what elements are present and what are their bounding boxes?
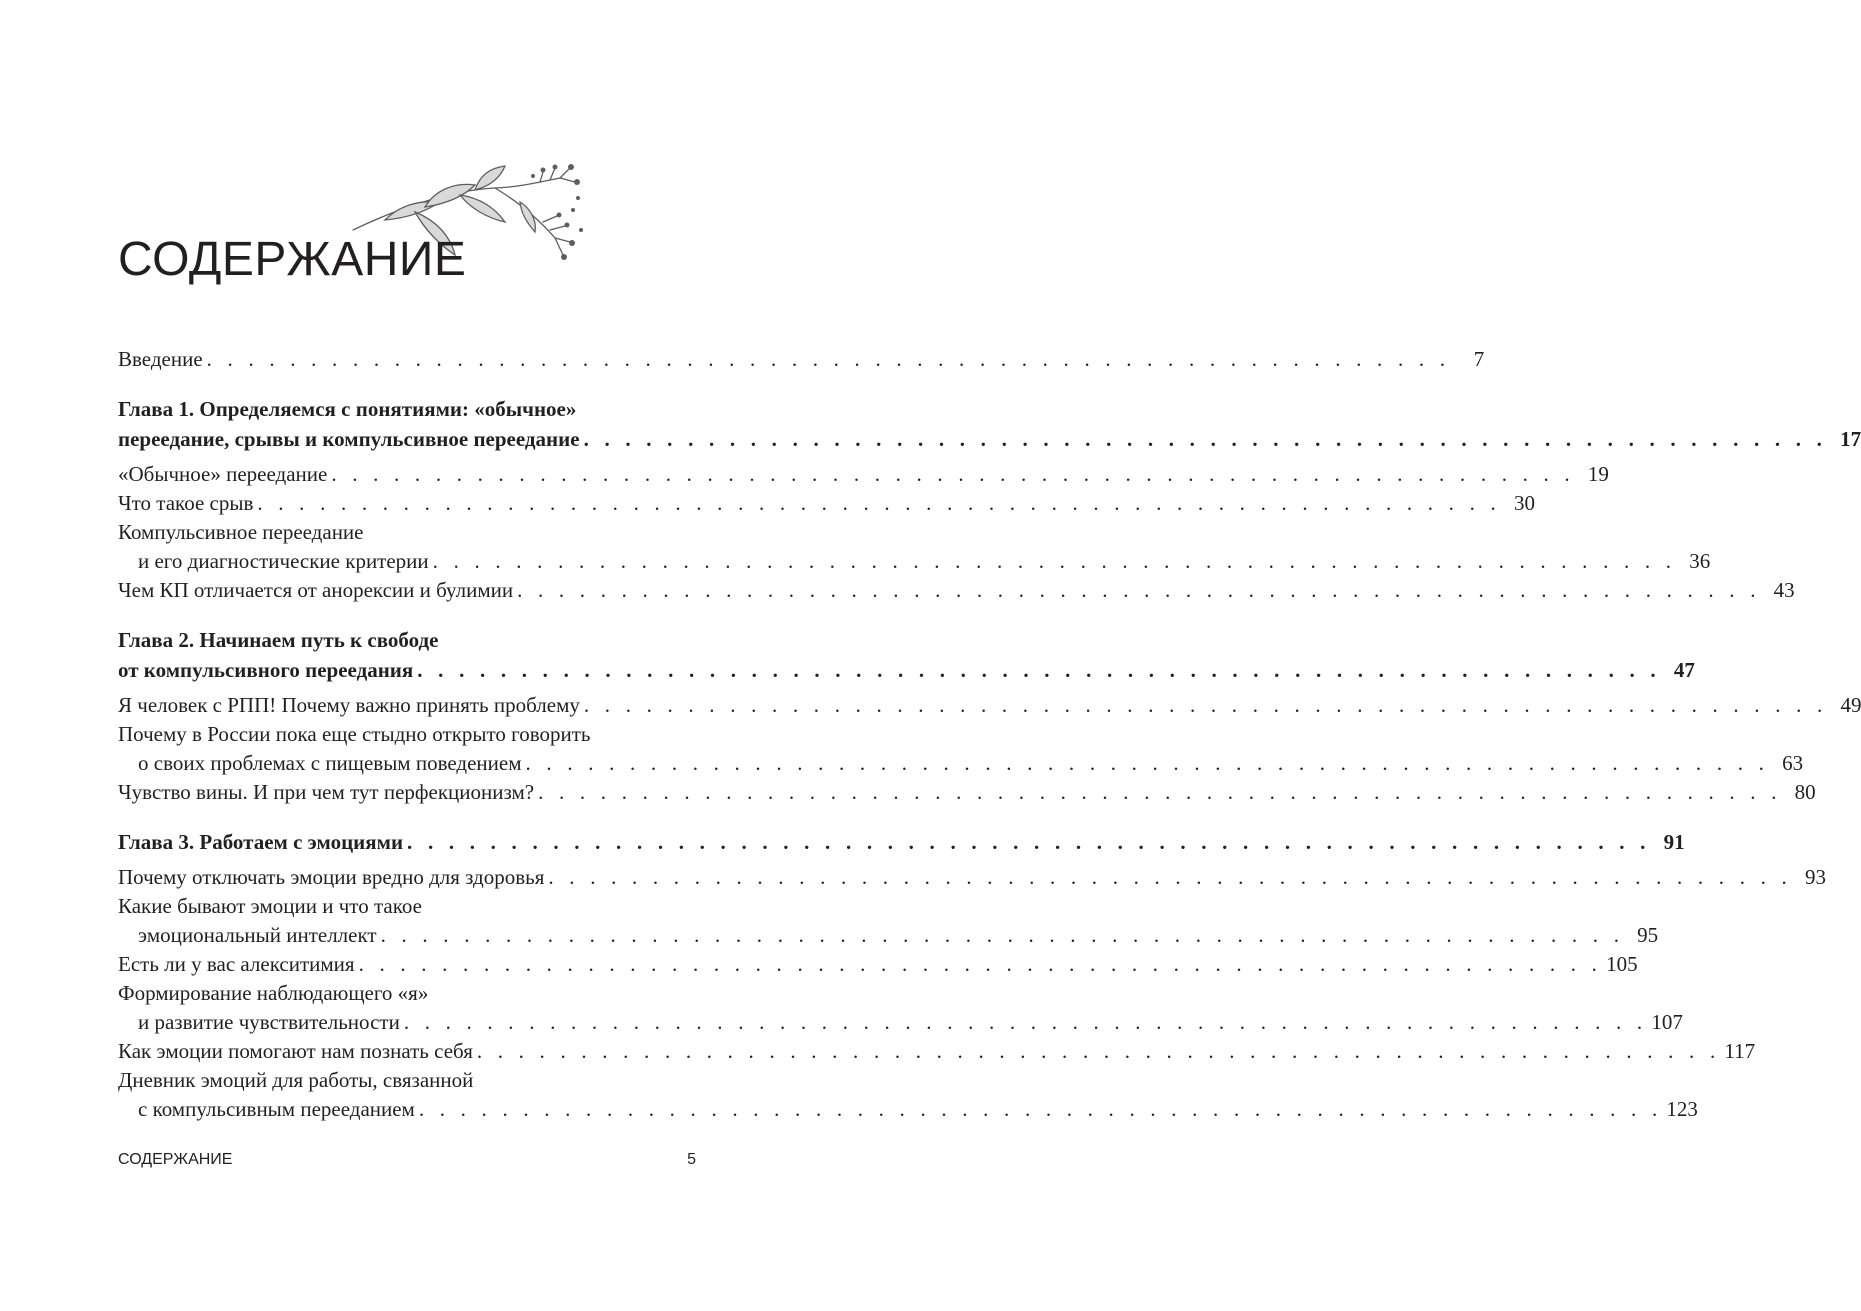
dot-leader: . . . . . . . . . . . . . . . . . . . . . . . . . . . . . . . . . . . . . . . . . . . . . . . . . . . . . . . . . . . . bbox=[407, 830, 1651, 854]
toc-entry[interactable] bbox=[118, 460, 1609, 489]
toc-entry[interactable] bbox=[118, 489, 1535, 518]
dot-leader: . . . . . . . . . . . . . . . . . . . . . . . . . . . . . . . . . . . . . . . . . . . . . . . . . . . . . . . . . . . . bbox=[583, 693, 1828, 717]
chapter-title: Глава 3. Работаем с эмоциями bbox=[118, 830, 404, 854]
toc-entry-title-line2: эмоциональный интеллект bbox=[138, 923, 377, 947]
toc-chapter-1[interactable] bbox=[118, 394, 1861, 454]
toc-page-number: 36 bbox=[1689, 549, 1711, 573]
chapter-title-line1: Глава 1. Определяемся с понятиями: «обычное» bbox=[118, 397, 577, 421]
toc-entry[interactable] bbox=[118, 892, 1659, 950]
toc-page-number: 91 bbox=[1663, 830, 1685, 854]
dot-leader: . . . . . . . . . . . . . . . . . . . . . . . . . . . . . . . . . . . . . . . . . . . . . . . . . . . . . . . . . . . . bbox=[476, 1039, 1721, 1063]
toc-page-number: 17 bbox=[1840, 427, 1861, 451]
toc-entry-title-line2: и его диагностические критерии bbox=[138, 549, 429, 573]
chapter-title-line2: от компульсивного переедания bbox=[118, 658, 414, 682]
toc-entry[interactable] bbox=[118, 863, 1826, 892]
toc-entry[interactable] bbox=[118, 778, 1816, 807]
dot-leader: . . . . . . . . . . . . . . . . . . . . . . . . . . . . . . . . . . . . . . . . . . . . . . . . . . . . . . . . . . . . bbox=[418, 1097, 1663, 1121]
chapter-title-line2: переедание, срывы и компульсивное переедание bbox=[118, 427, 580, 451]
toc-entry[interactable] bbox=[118, 950, 1638, 979]
toc-entry-title-line2: с компульсивным перееданием bbox=[138, 1097, 415, 1121]
toc-entry[interactable] bbox=[118, 720, 1804, 778]
dot-leader: . . . . . . . . . . . . . . . . . . . . . . . . . . . . . . . . . . . . . . . . . . . . . . . . . . . . . . . . . . . . bbox=[417, 658, 1661, 682]
toc-entry-title-line1: Почему в России пока еще стыдно открыто говорить bbox=[118, 722, 591, 746]
toc-chapter-3[interactable] bbox=[118, 827, 1685, 857]
page-title: СОДЕРЖАНИЕ bbox=[118, 233, 467, 286]
dot-leader: . . . . . . . . . . . . . . . . . . . . . . . . . . . . . . . . . . . . . . . . . . . . . . . . . . . . . . . . . . . . bbox=[517, 578, 1761, 602]
toc-entry-title: Введение bbox=[118, 347, 203, 371]
toc-entry-intro[interactable] bbox=[118, 345, 1485, 374]
toc-page-number: 30 bbox=[1513, 491, 1535, 515]
toc-entry-title-line2: о своих проблемах с пищевым поведением bbox=[138, 751, 522, 775]
toc-page-number: 43 bbox=[1773, 578, 1795, 602]
toc-entry-title: Есть ли у вас алекситимия bbox=[118, 952, 355, 976]
toc-page-number: 93 bbox=[1804, 865, 1826, 889]
toc-entry-title: Как эмоции помогают нам познать себя bbox=[118, 1039, 473, 1063]
toc-entry-title: «Обычное» переедание bbox=[118, 462, 328, 486]
toc-entry-title-line2: и развитие чувствительности bbox=[138, 1010, 400, 1034]
toc-entry[interactable] bbox=[118, 691, 1861, 720]
dot-leader: . . . . . . . . . . . . . . . . . . . . . . . . . . . . . . . . . . . . . . . . . . . . . . . . . . . . . . . . . . . . bbox=[548, 865, 1792, 889]
toc-page-number: 105 bbox=[1606, 952, 1638, 976]
dot-leader: . . . . . . . . . . . . . . . . . . . . . . . . . . . . . . . . . . . . . . . . . . . . . . . . . . . . . . . . . . . . bbox=[403, 1010, 1648, 1034]
toc-entry[interactable] bbox=[118, 979, 1683, 1037]
toc-page-number: 63 bbox=[1782, 751, 1804, 775]
toc-page-number: 80 bbox=[1794, 780, 1816, 804]
toc-entry-title-line1: Дневник эмоций для работы, связанной bbox=[118, 1068, 474, 1092]
toc-entry-title: Я человек с РПП! Почему важно принять проблему bbox=[118, 693, 580, 717]
toc-page-number: 107 bbox=[1651, 1010, 1683, 1034]
running-header: СОДЕРЖАНИЕ bbox=[118, 1151, 233, 1168]
dot-leader: . . . . . . . . . . . . . . . . . . . . . . . . . . . . . . . . . . . . . . . . . . . . . . . . . . . . . . . . . . . . bbox=[583, 427, 1828, 451]
toc-entry[interactable] bbox=[118, 1066, 1698, 1124]
toc-page-number: 95 bbox=[1637, 923, 1659, 947]
table-of-contents bbox=[118, 345, 1861, 1124]
toc-page-number: 7 bbox=[1473, 347, 1485, 371]
dot-leader: . . . . . . . . . . . . . . . . . . . . . . . . . . . . . . . . . . . . . . . . . . . . . . . . . . . . . . . . . . . . bbox=[538, 780, 1782, 804]
toc-entry[interactable] bbox=[118, 576, 1795, 605]
dot-leader: . . . . . . . . . . . . . . . . . . . . . . . . . . . . . . . . . . . . . . . . . . . . . . . . . . . . . . . . . . . . bbox=[206, 347, 1451, 371]
page-footer bbox=[118, 1151, 696, 1169]
dot-leader: . . . . . . . . . . . . . . . . . . . . . . . . . . . . . . . . . . . . . . . . . . . . . . . . . . . . . . . . . . . . bbox=[432, 549, 1677, 573]
toc-entry[interactable] bbox=[118, 1037, 1756, 1066]
dot-leader: . . . . . . . . . . . . . . . . . . . . . . . . . . . . . . . . . . . . . . . . . . . . . . . . . . . . . . . . . . . . bbox=[525, 751, 1770, 775]
chapter-title-line1: Глава 2. Начинаем путь к свободе bbox=[118, 628, 439, 652]
dot-leader: . . . . . . . . . . . . . . . . . . . . . . . . . . . . . . . . . . . . . . . . . . . . . . . . . . . . . . . . . . . . bbox=[257, 491, 1501, 515]
toc-page-number: 49 bbox=[1840, 693, 1861, 717]
toc-page-number: 47 bbox=[1673, 658, 1695, 682]
toc-entry-title-line1: Какие бывают эмоции и что такое bbox=[118, 894, 422, 918]
toc-entry-title: Чем КП отличается от анорексии и булимии bbox=[118, 578, 514, 602]
toc-page-number: 19 bbox=[1587, 462, 1609, 486]
toc-entry-title: Почему отключать эмоции вредно для здоровья bbox=[118, 865, 545, 889]
toc-entry[interactable] bbox=[118, 518, 1711, 576]
toc-page-number: 123 bbox=[1666, 1097, 1698, 1121]
toc-entry-title: Чувство вины. И при чем тут перфекционизм? bbox=[118, 780, 535, 804]
toc-entry-title-line1: Формирование наблюдающего «я» bbox=[118, 981, 429, 1005]
dot-leader: . . . . . . . . . . . . . . . . . . . . . . . . . . . . . . . . . . . . . . . . . . . . . . . . . . . . . . . . . . . . bbox=[380, 923, 1625, 947]
dot-leader: . . . . . . . . . . . . . . . . . . . . . . . . . . . . . . . . . . . . . . . . . . . . . . . . . . . . . . . . . . . . bbox=[358, 952, 1603, 976]
dot-leader: . . . . . . . . . . . . . . . . . . . . . . . . . . . . . . . . . . . . . . . . . . . . . . . . . . . . . . . . . . . . bbox=[331, 462, 1575, 486]
toc-entry-title: Что такое срыв bbox=[118, 491, 254, 515]
toc-page-number: 117 bbox=[1724, 1039, 1756, 1063]
page-number: 5 bbox=[687, 1151, 696, 1168]
toc-entry-title-line1: Компульсивное переедание bbox=[118, 520, 364, 544]
toc-chapter-2[interactable] bbox=[118, 625, 1695, 685]
